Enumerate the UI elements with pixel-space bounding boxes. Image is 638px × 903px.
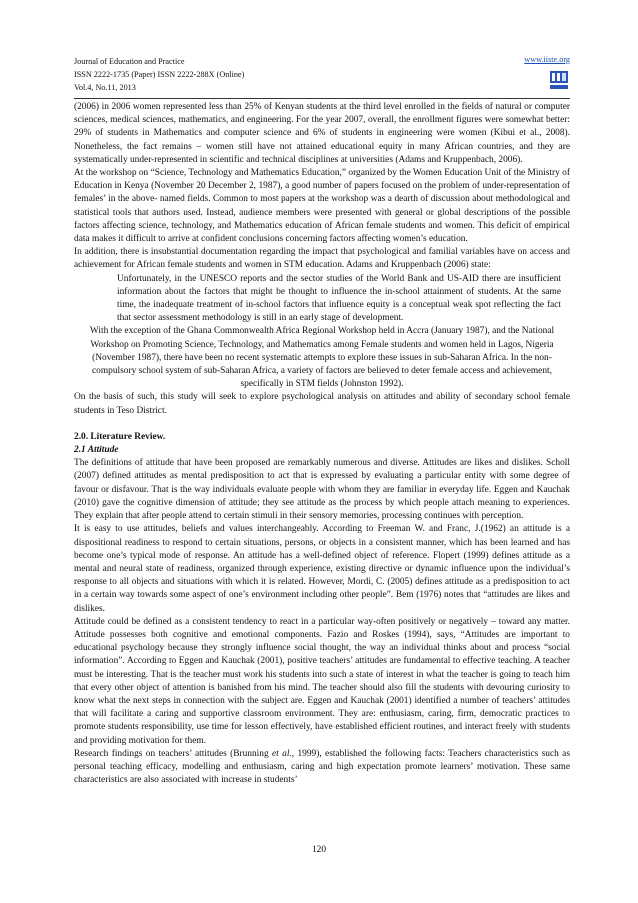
journal-name: Journal of Education and Practice: [74, 57, 185, 66]
article-body: [74, 101, 570, 787]
paragraph-attitude-definitions: The definitions of attitude that have been proposed are remarkably numerous and diverse. Attitudes are likes and dislikes. Scholl (2007) defined attitudes as mental predisposition to act that is expressed by evaluating a particular entity with some degree of favour or disfavour. That is the way individuals evaluate people with whom they are familiar in everyday life. Eggen and Kauchak (2010) gave the cognitive dimension of attitude; they see attitude as the process by which people attach meaning to experiences. They explain that after people attend to certain stimuli in their sensory memories, processing continues with perception.: [74, 458, 570, 522]
paragraph-attitudes-beliefs: It is easy to use attitudes, beliefs and values interchangeably. According to Freeman W. and Franc, J.(1962) an attitude is a dispositional readiness to respond to certain situations, persons, or objects in a consistent manner, which has been learned and has become one’s typical mode of response. An attitude has a well-defined object of reference. Flopert (1999) defines attitude as a mental and neural state of readiness, organized through experience, existing directive or dynamic influence upon the individual’s response to all objects and situations with which it is related. However, Mordi, C. (2005) defines attitude as a predisposition to act in a certain way towards some aspect of one’s environment including other people”. Bem (1976) notes that “attitudes are likes and dislikes.: [74, 524, 570, 614]
subsection-heading-attitude: 2.1 Attitude: [74, 445, 119, 456]
block-quote: Unfortunately, in the UNESCO reports and the sector studies of the World Bank and US-AID there are insufficient information about the factors that might be thought to influence the in-school attainment of students. At the same time, the inadequate treatment of in-school factors that influence equity is a conceptual weak spot reflecting the fact that sector assessment methodology is still in an early stage of development.: [117, 273, 561, 324]
page-header: [74, 55, 570, 97]
header-rule: [74, 98, 570, 99]
iiste-logo: [548, 69, 570, 91]
issn-line: ISSN 2222-1735 (Paper) ISSN 2222-288X (Online): [74, 70, 245, 79]
paragraph-enrollment: (2006) in 2006 women represented less than 25% of Kenyan students at the third level enrolled in the fields of natural or computer sciences, medical sciences, mathematics, and engineering. For the year 2007, overall, the enrollment figures were somewhat better: 29% of students in Mathematics and computer science and 6% of students in engineering were women (Kibui et al., 2008). Nonetheless, the fact remains – women still have not attained educational equity in many African countries, and they are systematically under-represented in scientific and technical disciplines at universities (Adams and Kruppenbach, 2006).: [74, 102, 570, 165]
paragraph-attitude-tendency: Attitude could be defined as a consistent tendency to react in a particular way-often positively or negatively – toward any matter. Attitude possesses both cognitive and emotional components. Fazio and Roskes (1994), says, “Attitudes are important to educational psychology because they strongly influence social thought, the way an individual thinks about and process “social information”. According to Eggen and Kauchak (2001), positive teachers’ attitudes are fundamental to effective teaching. A teacher must be interesting. That is the teacher must work his students into such a state of interest in what the teacher is going to teach him that every other object of attention is banished from his mind. The teacher should also fill the students with devouring curiosity to know what the next steps in connection with the subject are. Eggen and Kauchak (2001) identified a number of teachers’ attitudes that will facilitate a caring and supportive classroom environment. They are: enthusiasm, caring, firm, democratic practices to promote students responsibility, use time for lesson effectively, have established efficient routines, and interact freely with students and providing motivation for them.: [74, 616, 570, 746]
section-gap: [74, 418, 570, 431]
paragraph-exceptions: With the exception of the Ghana Commonwealth Africa Regional Workshop held in Accra (January 1987), and the National Workshop on Promoting Science, Technology, and Mathematics among Female students and women held in Lagos, Nigeria (November 1987), there have been no recent systematic attempts to explore these issues in sub-Saharan Africa. In the non-compulsory school system of sub-Saharan Africa, a variety of factors are believed to deter female access and achievement, specifically in STM fields (Johnston 1992).: [89, 326, 555, 390]
volume-line: Vol.4, No.11, 2013: [74, 83, 136, 92]
paragraph-research-findings: Research findings on teachers’ attitudes (Brunning et al., 1999), established the following facts: Teachers characteristics such as personal teaching efficacy, modelling and enthusiasm, caring and high expectation promote learners’ motivation. These same characteristics are also associated with increase in students’: [74, 748, 570, 786]
page-number: 120: [311, 845, 327, 855]
paragraph-study-aim: On the basis of such, this study will seek to explore psychological analysis on attitudes and ability of secondary school female students in Teso District.: [74, 392, 570, 416]
paragraph-workshop: At the workshop on “Science, Technology and Mathematics Education,” organized by the Women Education Unit of the Ministry of Education in Kenya (November 20 December 2, 1987), a good number of papers focused on the problem of under-representation of females’ in the above- named fields. Common to most papers at the workshop was a dearth of discussion about methodological and statistical tools that authors used. Instead, audience members were presented with general or global descriptions of the possible factors affecting science, technology, and Mathematics education of African female students and women. This deficit of empirical data makes it difficult to arrive at confident conclusions concerning factors affecting women’s education.: [74, 168, 570, 245]
section-heading-literature-review: 2.0. Literature Review.: [74, 431, 166, 442]
paragraph-documentation: In addition, there is insubstantial documentation regarding the impact that psychological and familial variables have on access and achievement for African female students and women in STM education. Adams and Kruppenbach (2006) state:: [74, 247, 570, 271]
journal-url-link[interactable]: www.iiste.org: [524, 55, 570, 64]
